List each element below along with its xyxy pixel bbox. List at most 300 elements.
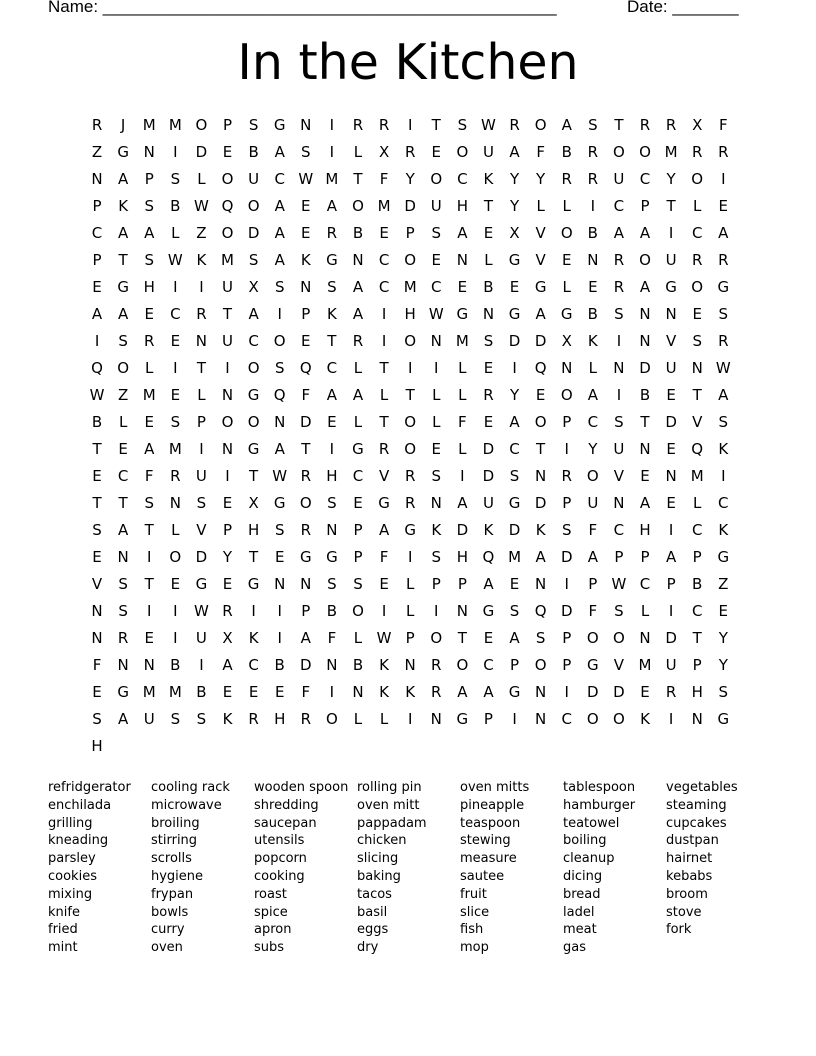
grid-letter: O: [404, 413, 417, 431]
grid-letter: A: [118, 170, 129, 188]
grid-letter: M: [377, 197, 391, 215]
word-list: [48, 779, 769, 957]
grid-letter: G: [482, 602, 495, 620]
grid-letter: I: [460, 467, 465, 485]
grid-letter: L: [432, 413, 441, 431]
grid-letter: S: [614, 413, 624, 431]
grid-letter: G: [717, 710, 730, 728]
grid-letter: A: [326, 386, 338, 404]
grid-letter: L: [145, 359, 154, 377]
grid-letter: D: [560, 548, 573, 566]
word-list-item: eggs: [357, 922, 389, 938]
grid-letter: H: [639, 521, 651, 539]
grid-letter: B: [692, 575, 703, 593]
grid-letter: O: [247, 197, 260, 215]
grid-letter: X: [378, 143, 390, 161]
word-list-item: gas: [563, 940, 586, 956]
grid-letter: O: [221, 413, 234, 431]
grid-letter: Y: [666, 170, 676, 188]
grid-letter: I: [407, 359, 413, 377]
grid-letter: I: [381, 305, 387, 323]
grid-letter: T: [144, 521, 154, 539]
grid-letter: I: [329, 116, 335, 134]
grid-letter: U: [195, 467, 207, 485]
grid-letter: A: [457, 494, 468, 512]
grid-letter: C: [378, 251, 390, 269]
grid-letter: P: [666, 575, 676, 593]
grid-letter: R: [718, 332, 729, 350]
grid-letter: V: [692, 413, 703, 431]
grid-letter: O: [586, 629, 599, 647]
grid-letter: E: [118, 440, 128, 458]
grid-letter: R: [117, 629, 129, 647]
grid-letter: T: [249, 467, 259, 485]
grid-letter: E: [640, 467, 650, 485]
grid-letter: W: [167, 251, 183, 269]
grid-letter: I: [251, 602, 256, 620]
grid-letter: P: [353, 548, 363, 566]
grid-letter: F: [144, 467, 154, 485]
word-list-item: stewing: [460, 833, 511, 849]
grid-letter: U: [587, 494, 599, 512]
grid-letter: S: [509, 602, 520, 620]
grid-letter: M: [455, 332, 469, 350]
grid-letter: L: [693, 494, 702, 512]
grid-letter: W: [481, 116, 496, 134]
word-list-item: roast: [254, 886, 287, 902]
grid-letter: E: [483, 413, 494, 431]
grid-letter: N: [195, 332, 208, 350]
grid-letter: A: [91, 305, 103, 323]
grid-letter: Y: [405, 170, 415, 188]
grid-letter: S: [718, 683, 729, 701]
grid-letter: G: [326, 548, 338, 566]
grid-letter: O: [613, 629, 625, 647]
grid-letter: B: [170, 656, 181, 674]
grid-letter: T: [692, 629, 702, 647]
word-list-item: cooking: [254, 868, 305, 884]
grid-letter: V: [665, 332, 677, 350]
grid-letter: O: [639, 143, 651, 161]
grid-letter: C: [117, 467, 129, 485]
grid-letter: L: [118, 413, 128, 431]
grid-letter: K: [640, 710, 650, 728]
grid-letter: K: [118, 197, 129, 215]
grid-letter: B: [587, 305, 598, 323]
grid-letter: O: [691, 170, 704, 188]
grid-letter: N: [639, 629, 651, 647]
grid-letter: F: [301, 683, 311, 701]
grid-letter: R: [639, 116, 651, 134]
grid-letter: N: [143, 656, 155, 674]
grid-letter: F: [588, 521, 598, 539]
grid-letter: F: [458, 413, 467, 431]
grid-letter: O: [352, 197, 364, 215]
grid-letter: X: [248, 278, 259, 296]
grid-letter: K: [222, 710, 233, 728]
word-list-item: cupcakes: [666, 815, 727, 831]
grid-letter: A: [352, 305, 364, 323]
grid-letter: S: [170, 413, 181, 431]
grid-letter: C: [587, 413, 599, 431]
grid-letter: K: [379, 656, 389, 674]
grid-letter: O: [221, 224, 234, 242]
grid-letter: L: [353, 413, 363, 431]
grid-letter: U: [195, 629, 207, 647]
grid-letter: N: [352, 683, 364, 701]
grid-letter: G: [665, 278, 677, 296]
grid-letter: O: [195, 116, 208, 134]
grid-letter: L: [353, 143, 363, 161]
grid-letter: N: [665, 305, 677, 323]
grid-letter: B: [248, 143, 259, 161]
grid-letter: N: [91, 602, 103, 620]
grid-letter: T: [614, 116, 624, 134]
grid-letter: P: [301, 305, 311, 323]
grid-letter: A: [352, 386, 364, 404]
grid-letter: J: [120, 116, 126, 134]
grid-letter: R: [378, 440, 390, 458]
grid-letter: O: [117, 359, 130, 377]
grid-letter: G: [326, 251, 338, 269]
grid-letter: A: [483, 575, 494, 593]
word-list-item: measure: [460, 851, 517, 867]
grid-letter: E: [718, 197, 729, 215]
word-list-item: basil: [357, 904, 388, 920]
grid-letter: M: [403, 278, 417, 296]
word-list-item: oven mitts: [460, 780, 530, 795]
grid-letter: E: [222, 575, 233, 593]
grid-letter: A: [118, 521, 129, 539]
grid-letter: O: [534, 413, 547, 431]
grid-letter: N: [456, 602, 468, 620]
grid-letter: E: [509, 278, 520, 296]
grid-letter: S: [327, 278, 337, 296]
grid-letter: C: [248, 656, 259, 674]
grid-letter: T: [431, 116, 441, 134]
word-list-item: broiling: [151, 815, 200, 831]
grid-letter: P: [640, 548, 650, 566]
grid-letter: L: [562, 197, 571, 215]
word-list-item: sautee: [460, 868, 505, 884]
grid-letter: U: [222, 278, 233, 296]
grid-letter: A: [535, 305, 546, 323]
grid-letter: P: [510, 656, 520, 674]
grid-letter: N: [691, 359, 703, 377]
grid-letter: N: [274, 575, 286, 593]
word-list-item: fork: [666, 922, 692, 938]
grid-letter: I: [564, 575, 569, 593]
grid-letter: Y: [509, 386, 520, 404]
word-list-item: enchilada: [48, 797, 112, 813]
grid-letter: B: [170, 197, 181, 215]
grid-letter: C: [483, 656, 494, 674]
grid-letter: B: [483, 278, 494, 296]
grid-letter: H: [91, 737, 103, 755]
grid-letter: B: [91, 413, 103, 431]
grid-letter: S: [118, 602, 128, 620]
grid-letter: N: [221, 386, 234, 404]
grid-letter: E: [457, 278, 468, 296]
grid-letter: T: [353, 170, 363, 188]
grid-letter: I: [173, 602, 178, 620]
grid-letter: Q: [273, 386, 286, 404]
letter-grid: [84, 112, 736, 760]
grid-letter: E: [509, 575, 520, 593]
grid-letter: Q: [691, 440, 704, 458]
grid-letter: T: [666, 197, 676, 215]
grid-letter: K: [535, 521, 546, 539]
grid-letter: L: [379, 386, 389, 404]
grid-letter: A: [352, 278, 364, 296]
grid-letter: H: [247, 521, 260, 539]
grid-letter: N: [587, 251, 599, 269]
grid-letter: A: [274, 197, 285, 215]
grid-letter: I: [173, 629, 178, 647]
grid-letter: N: [691, 710, 703, 728]
grid-letter: C: [274, 170, 285, 188]
grid-letter: G: [508, 494, 521, 512]
grid-letter: V: [613, 656, 625, 674]
grid-letter: O: [430, 170, 443, 188]
grid-letter: W: [272, 467, 288, 485]
grid-letter: I: [329, 143, 335, 161]
grid-letter: E: [248, 683, 259, 701]
grid-letter: N: [221, 440, 234, 458]
grid-letter: C: [457, 170, 468, 188]
grid-letter: D: [195, 143, 208, 161]
grid-letter: P: [562, 629, 572, 647]
grid-letter: V: [535, 251, 546, 269]
word-list-item: fruit: [460, 886, 487, 902]
grid-letter: N: [430, 494, 442, 512]
grid-letter: L: [171, 224, 180, 242]
grid-letter: I: [512, 359, 517, 377]
grid-letter: D: [300, 413, 312, 431]
grid-letter: P: [92, 251, 102, 269]
grid-letter: O: [560, 386, 573, 404]
grid-letter: P: [301, 602, 311, 620]
header: [48, 0, 768, 20]
grid-letter: R: [431, 683, 442, 701]
grid-letter: O: [404, 440, 417, 458]
grid-letter: R: [404, 143, 416, 161]
grid-letter: G: [534, 278, 547, 296]
grid-letter: G: [117, 278, 129, 296]
grid-letter: C: [691, 224, 703, 242]
grid-letter: C: [378, 278, 390, 296]
grid-letter: N: [535, 683, 547, 701]
grid-letter: Y: [509, 170, 520, 188]
grid-letter: S: [196, 710, 207, 728]
grid-letter: O: [456, 143, 469, 161]
grid-letter: D: [247, 224, 260, 242]
grid-letter: A: [718, 224, 729, 242]
grid-letter: S: [274, 521, 285, 539]
word-list-item: tacos: [357, 886, 392, 902]
grid-letter: K: [587, 332, 598, 350]
grid-letter: P: [405, 224, 415, 242]
grid-letter: M: [168, 440, 182, 458]
grid-letter: E: [483, 629, 494, 647]
grid-letter: O: [404, 332, 417, 350]
grid-letter: P: [614, 548, 624, 566]
grid-letter: Q: [534, 602, 547, 620]
grid-letter: A: [639, 278, 651, 296]
grid-letter: S: [353, 575, 363, 593]
grid-letter: A: [222, 656, 233, 674]
grid-letter: X: [692, 116, 703, 134]
grid-letter: I: [564, 683, 569, 701]
grid-letter: S: [535, 629, 546, 647]
grid-letter: E: [144, 305, 154, 323]
grid-letter: R: [718, 251, 729, 269]
grid-letter: A: [300, 629, 311, 647]
grid-letter: G: [508, 305, 521, 323]
grid-letter: C: [431, 278, 442, 296]
grid-letter: P: [483, 710, 493, 728]
grid-letter: H: [143, 278, 155, 296]
word-list-item: oven: [151, 940, 183, 956]
grid-letter: Y: [536, 170, 546, 188]
grid-letter: E: [301, 332, 311, 350]
grid-letter: T: [301, 440, 311, 458]
grid-letter: I: [616, 332, 622, 350]
grid-letter: L: [197, 170, 206, 188]
grid-letter: N: [326, 521, 338, 539]
grid-letter: E: [92, 548, 102, 566]
grid-letter: A: [665, 548, 677, 566]
word-list-item: apron: [254, 922, 292, 938]
grid-letter: I: [199, 440, 204, 458]
grid-letter: X: [509, 224, 520, 242]
grid-letter: F: [379, 170, 389, 188]
grid-letter: L: [353, 629, 363, 647]
grid-letter: G: [299, 548, 312, 566]
grid-letter: T: [327, 332, 337, 350]
grid-letter: M: [638, 656, 652, 674]
grid-letter: A: [274, 251, 285, 269]
grid-letter: R: [691, 251, 703, 269]
grid-letter: E: [666, 440, 676, 458]
grid-letter: C: [691, 602, 703, 620]
grid-letter: I: [277, 602, 282, 620]
grid-letter: E: [92, 467, 102, 485]
word-list-item: spice: [254, 904, 288, 920]
grid-letter: R: [196, 305, 207, 323]
grid-letter: E: [92, 278, 102, 296]
grid-letter: M: [142, 116, 156, 134]
grid-letter: S: [614, 305, 624, 323]
grid-letter: W: [715, 359, 731, 377]
grid-letter: K: [326, 305, 337, 323]
grid-letter: S: [718, 413, 729, 431]
grid-letter: G: [247, 440, 260, 458]
grid-letter: E: [588, 278, 598, 296]
grid-letter: M: [664, 143, 678, 161]
grid-letter: G: [273, 116, 286, 134]
grid-letter: R: [483, 386, 494, 404]
grid-letter: N: [430, 710, 442, 728]
grid-letter: N: [535, 467, 547, 485]
grid-letter: U: [143, 710, 155, 728]
grid-letter: S: [92, 521, 102, 539]
grid-letter: I: [225, 467, 230, 485]
grid-letter: S: [509, 467, 520, 485]
grid-letter: M: [142, 386, 156, 404]
grid-letter: P: [562, 494, 572, 512]
grid-letter: D: [404, 197, 416, 215]
grid-letter: C: [248, 332, 259, 350]
word-list-item: dicing: [563, 868, 603, 884]
grid-letter: Q: [91, 359, 103, 377]
grid-letter: R: [91, 116, 103, 134]
grid-letter: A: [639, 224, 651, 242]
grid-letter: P: [562, 413, 572, 431]
grid-letter: I: [147, 602, 152, 620]
grid-letter: D: [195, 548, 208, 566]
grid-letter: R: [404, 494, 416, 512]
word-list-item: hamburger: [563, 797, 636, 813]
grid-letter: H: [404, 305, 416, 323]
grid-letter: E: [301, 224, 311, 242]
grid-letter: L: [536, 197, 545, 215]
grid-letter: B: [274, 656, 285, 674]
grid-letter: U: [248, 170, 260, 188]
grid-letter: E: [561, 251, 572, 269]
grid-letter: G: [456, 305, 469, 323]
grid-letter: S: [92, 710, 102, 728]
grid-letter: I: [434, 359, 439, 377]
grid-letter: A: [118, 305, 129, 323]
word-list-item: bread: [563, 886, 601, 902]
grid-letter: E: [692, 305, 702, 323]
grid-letter: N: [639, 332, 651, 350]
grid-letter: C: [561, 710, 572, 728]
word-list-item: stove: [666, 904, 702, 920]
word-list-item: dustpan: [666, 833, 719, 849]
grid-letter: N: [117, 656, 129, 674]
grid-letter: L: [432, 386, 441, 404]
grid-letter: N: [613, 494, 625, 512]
grid-letter: N: [326, 656, 338, 674]
grid-letter: H: [691, 683, 703, 701]
grid-letter: X: [561, 332, 572, 350]
grid-letter: V: [378, 467, 390, 485]
name-field-label: Name: ________________________________________________: [48, 0, 557, 16]
grid-letter: I: [434, 602, 439, 620]
grid-letter: T: [144, 575, 154, 593]
grid-letter: I: [225, 359, 230, 377]
grid-letter: A: [561, 116, 572, 134]
grid-letter: G: [195, 575, 208, 593]
grid-letter: L: [484, 251, 493, 269]
grid-letter: G: [508, 251, 521, 269]
grid-letter: E: [718, 602, 729, 620]
word-list-item: scrolls: [151, 851, 192, 867]
grid-letter: G: [273, 494, 286, 512]
word-list-item: vegetables: [666, 780, 738, 795]
grid-letter: R: [665, 116, 677, 134]
word-list-item: fried: [48, 922, 78, 938]
grid-letter: A: [457, 224, 468, 242]
grid-letter: S: [327, 494, 337, 512]
grid-letter: P: [222, 116, 233, 134]
grid-letter: U: [613, 170, 625, 188]
grid-letter: E: [144, 629, 154, 647]
grid-letter: Y: [718, 629, 728, 647]
grid-letter: A: [718, 386, 729, 404]
